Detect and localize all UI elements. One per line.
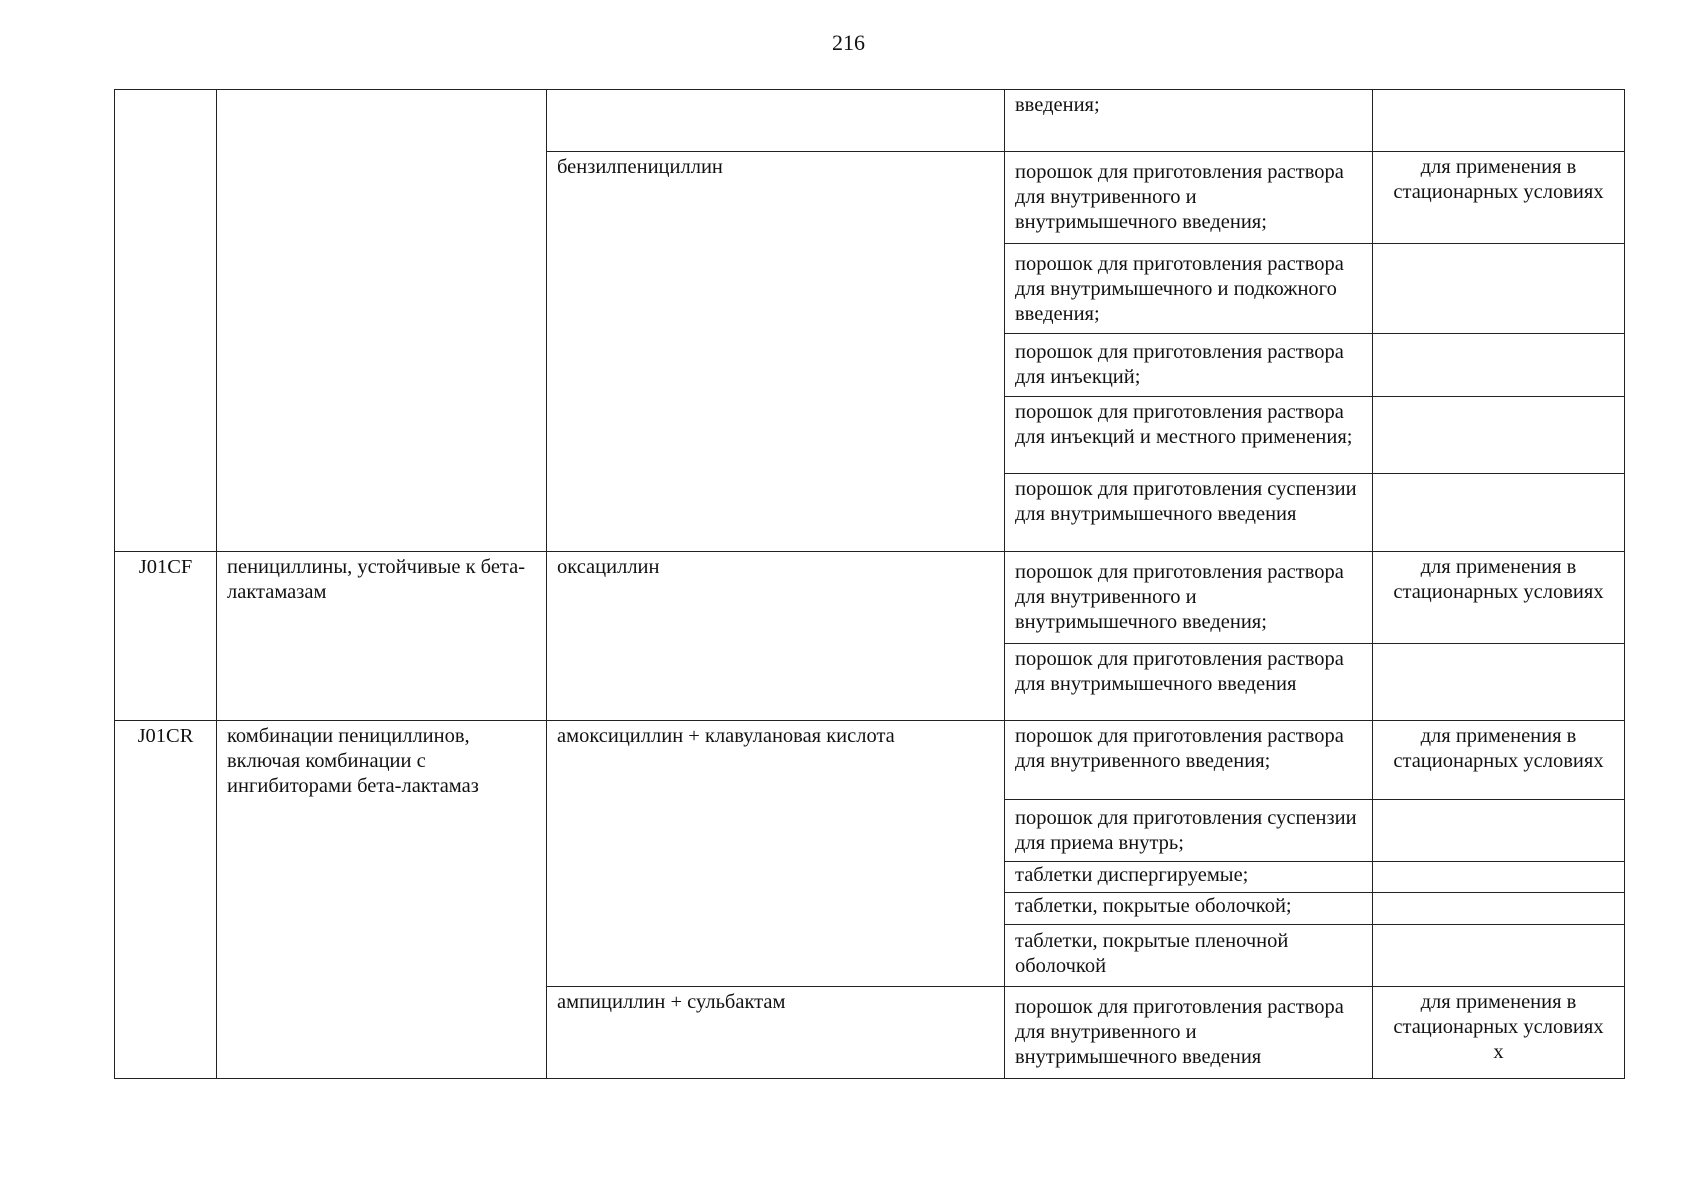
note-cell	[1373, 644, 1625, 721]
table-row	[115, 90, 1625, 152]
note-cell	[1373, 721, 1625, 800]
drug-name-cell: бензилпенициллин	[547, 152, 1005, 552]
dosage-form-cell: таблетки, покрытые оболочкой;	[1005, 893, 1373, 925]
note-cell	[1373, 862, 1625, 893]
note-line: стационарных условиях	[1393, 181, 1604, 203]
note-line: х	[1493, 1041, 1504, 1063]
dosage-form-cell: порошок для приготовления раствора для внутривенного и внутримышечного введения;	[1005, 552, 1373, 644]
dosage-form-cell: порошок для приготовления раствора для инъекций;	[1005, 334, 1373, 397]
note-cell	[1373, 987, 1625, 1079]
page-number: 216	[832, 30, 865, 55]
note-line: стационарных условиях	[1393, 581, 1604, 603]
note-line: для применения в	[1420, 991, 1577, 1013]
dosage-form-cell: порошок для приготовления раствора для внутривенного введения;	[1005, 721, 1373, 800]
note-line: стационарных условиях	[1393, 1016, 1604, 1038]
note-cell	[1373, 90, 1625, 152]
group-name-cell: комбинации пенициллинов, включая комбинации с ингибиторами бета-лактамаз	[217, 721, 547, 1079]
note-line: стационарных условиях	[1393, 750, 1604, 772]
dosage-form-cell: таблетки, покрытые пленочной оболочкой	[1005, 925, 1373, 987]
dosage-form-cell: порошок для приготовления суспензии для внутримышечного введения	[1005, 474, 1373, 552]
dosage-form-cell: порошок для приготовления раствора для внутримышечного и подкожного введения;	[1005, 244, 1373, 334]
group-name-cell: пенициллины, устойчивые к бета-лактамазам	[217, 552, 547, 721]
group-name-cell	[217, 90, 547, 552]
drug-name-cell	[547, 90, 1005, 152]
table-row	[115, 721, 1625, 800]
drug-name-cell: оксациллин	[547, 552, 1005, 721]
atc-code-cell	[115, 90, 217, 552]
drug-name-cell: амоксициллин + клавулановая кислота	[547, 721, 1005, 987]
dosage-form-cell: порошок для приготовления раствора для внутривенного и внутримышечного введения;	[1005, 152, 1373, 244]
atc-code-cell: J01CR	[115, 721, 217, 1079]
dosage-form-cell: введения;	[1005, 90, 1373, 152]
note-cell	[1373, 244, 1625, 334]
dosage-form-cell: таблетки диспергируемые;	[1005, 862, 1373, 893]
note-cell	[1373, 152, 1625, 244]
drug-name-cell: ампициллин + сульбактам	[547, 987, 1005, 1079]
note-cell	[1373, 397, 1625, 474]
drug-table	[114, 89, 1625, 1079]
note-line: для применения в	[1420, 556, 1577, 578]
atc-code-cell: J01CF	[115, 552, 217, 721]
table-row	[115, 552, 1625, 644]
dosage-form-cell: порошок для приготовления раствора для инъекций и местного применения;	[1005, 397, 1373, 474]
note-cell	[1373, 800, 1625, 862]
note-cell	[1373, 925, 1625, 987]
note-cell	[1373, 334, 1625, 397]
dosage-form-cell: порошок для приготовления раствора для внутривенного и внутримышечного введения	[1005, 987, 1373, 1079]
note-cell	[1373, 552, 1625, 644]
note-cell	[1373, 893, 1625, 925]
note-line: для применения в	[1420, 156, 1577, 178]
note-cell	[1373, 474, 1625, 552]
dosage-form-cell: порошок для приготовления суспензии для приема внутрь;	[1005, 800, 1373, 862]
note-line: для применения в	[1420, 725, 1577, 747]
dosage-form-cell: порошок для приготовления раствора для внутримышечного введения	[1005, 644, 1373, 721]
